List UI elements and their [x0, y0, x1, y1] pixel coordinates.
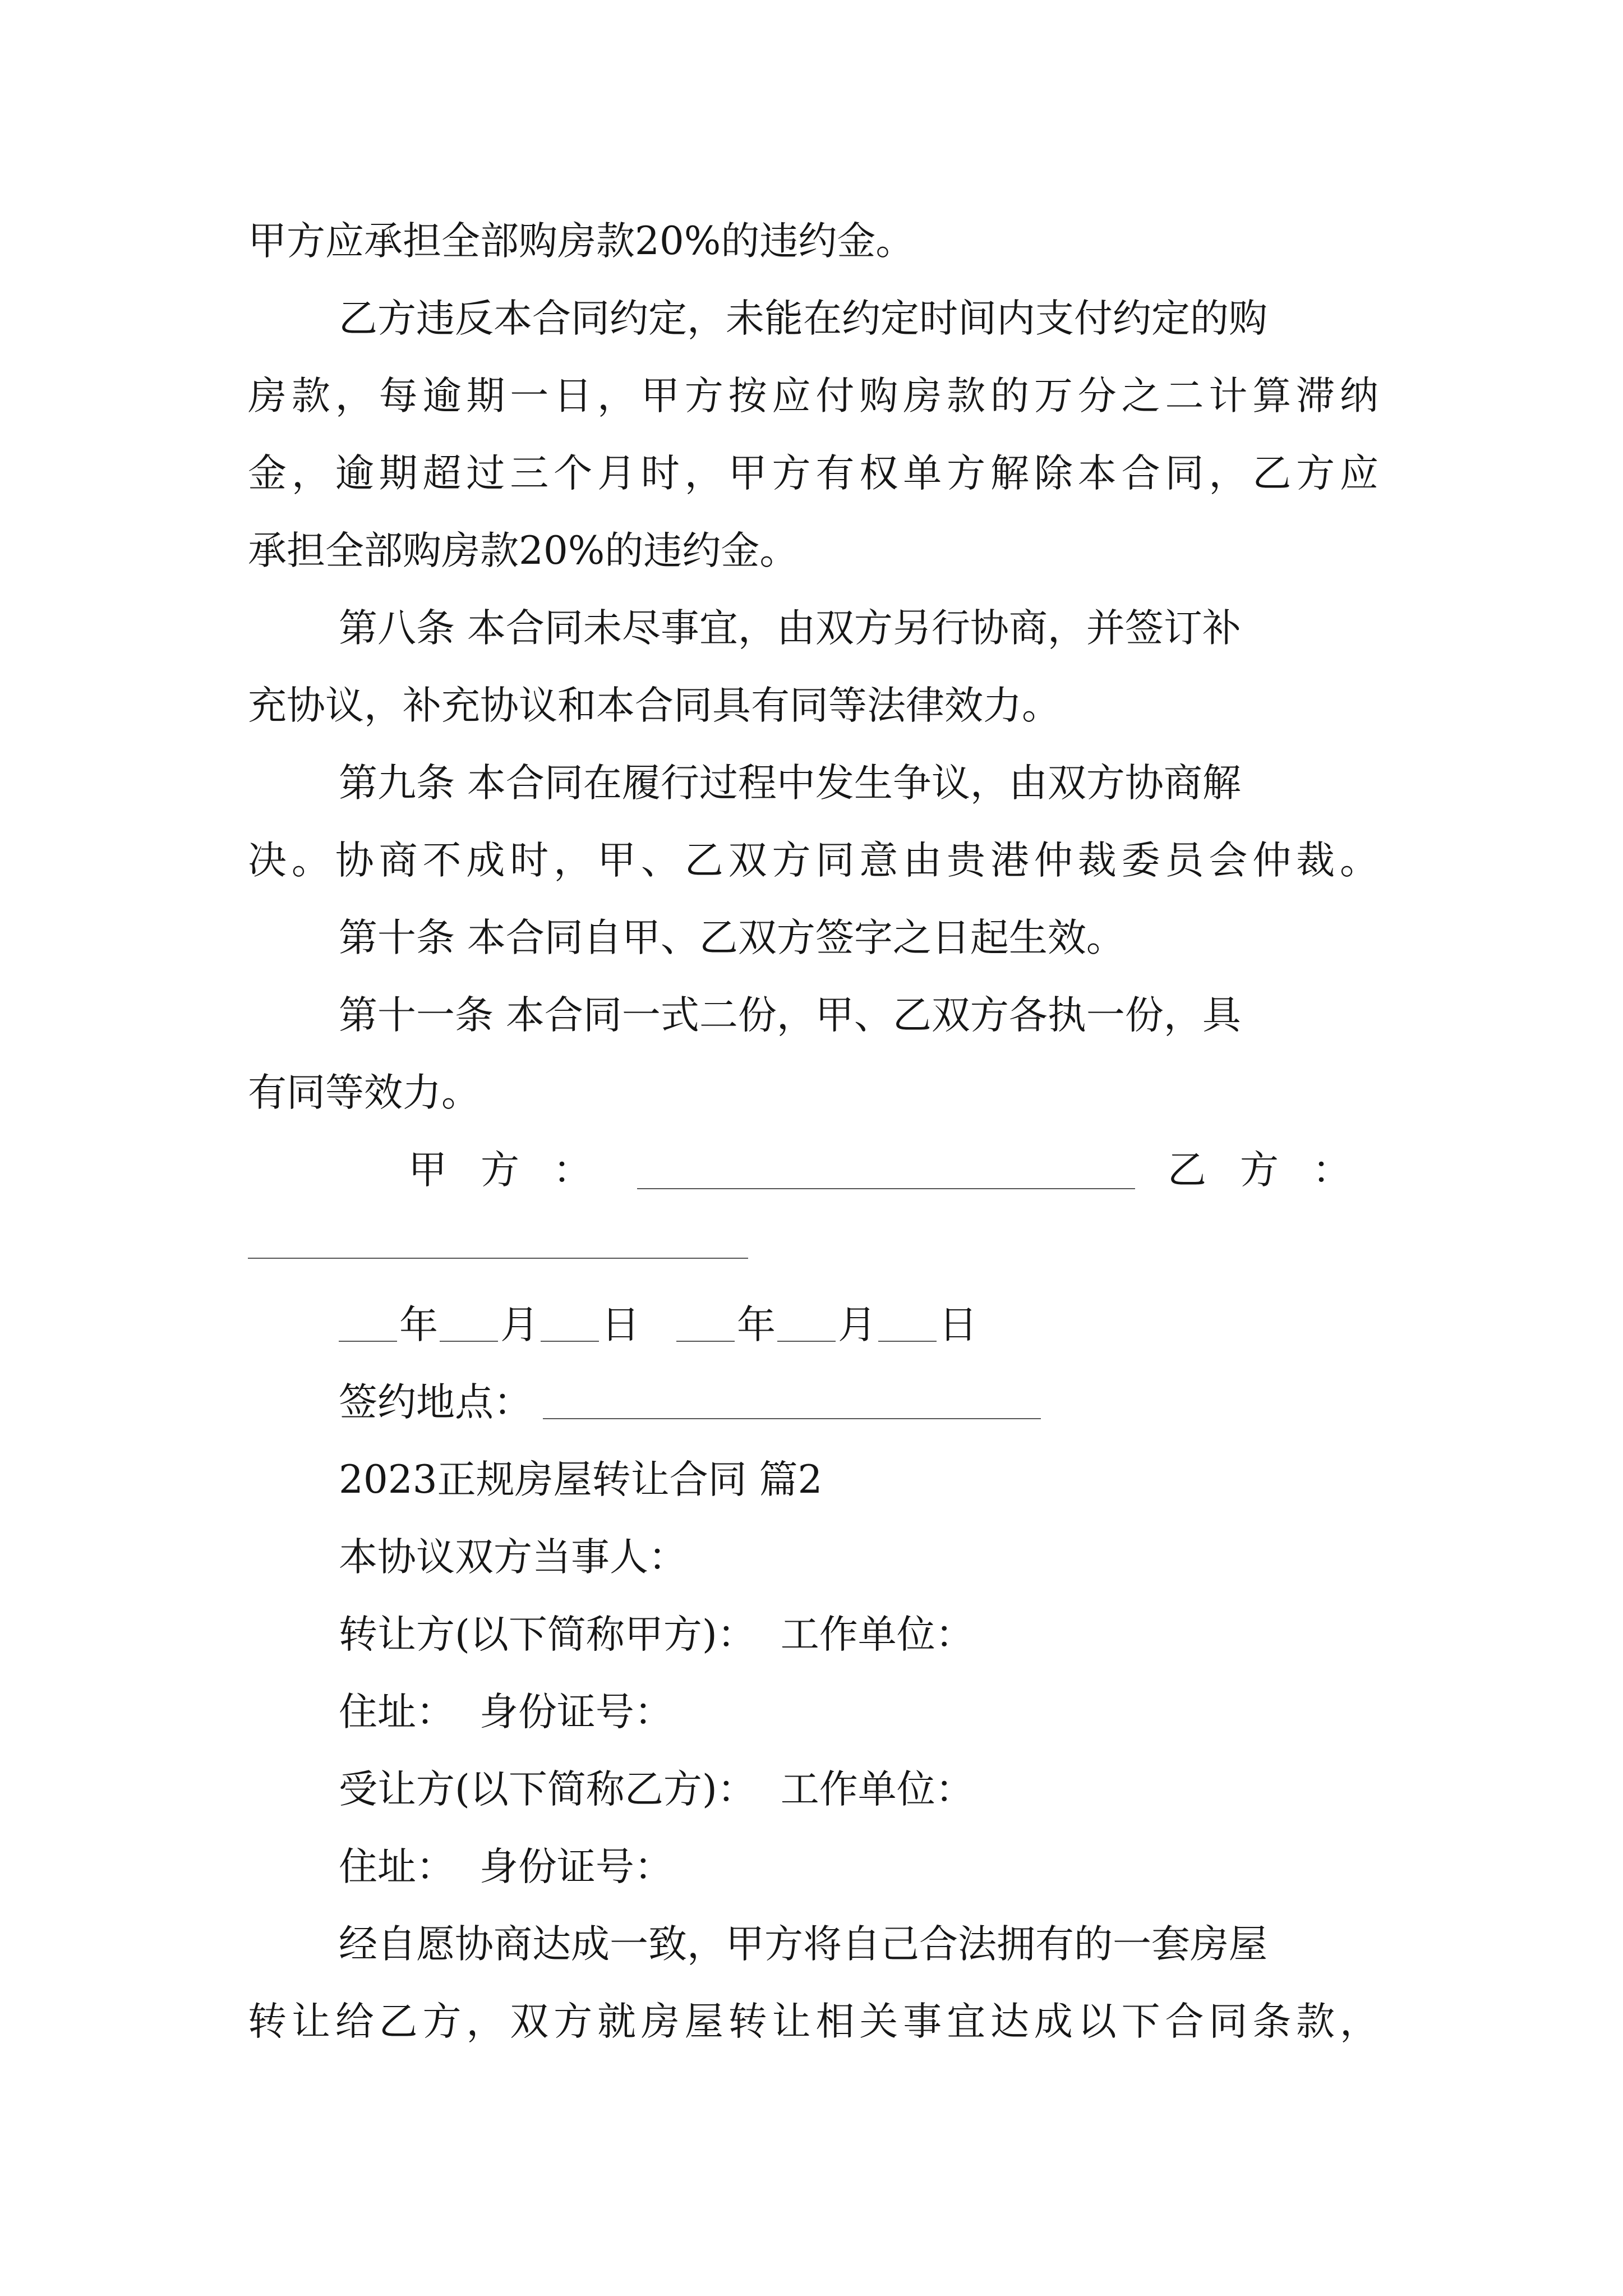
transferor-address-line: 住址： 身份证号：: [339, 1690, 673, 1734]
signing-place-blank: [543, 1418, 1041, 1419]
party-b-day-blank: [878, 1341, 937, 1342]
text-line: 决。协商不成时，甲、乙双方同意由贵港仲裁委员会仲裁。: [248, 838, 1378, 883]
year-label: 年: [737, 1303, 776, 1347]
text-line: 转让给乙方，双方就房屋转让相关事宜达成以下合同条款，: [248, 1999, 1378, 2044]
party-a-signature-blank: [637, 1188, 1135, 1189]
month-label: 月: [838, 1303, 877, 1347]
party-b-label: 乙方：: [1168, 1148, 1385, 1193]
text-line: 房款，每逾期一日，甲方按应付购房款的万分之二计算滞纳: [248, 374, 1378, 418]
party-a-year-blank: [339, 1341, 397, 1342]
clause-9: 第九条 本合同在履行过程中发生争议，由双方协商解: [339, 761, 1241, 806]
text-line: 金，逾期超过三个月时，甲方有权单方解除本合同，乙方应: [248, 451, 1378, 496]
text-line: 甲方应承担全部购房款20%的违约金。: [248, 219, 915, 264]
transferee-address-line: 住址： 身份证号：: [339, 1844, 673, 1889]
clause-8: 第八条 本合同未尽事宜，由双方另行协商，并签订补: [339, 606, 1241, 651]
section-title: 2023正规房屋转让合同 篇2: [339, 1457, 823, 1502]
party-a-month-blank: [440, 1341, 498, 1342]
day-label: 日: [939, 1303, 978, 1347]
text-line: 本协议双方当事人：: [339, 1535, 687, 1580]
clause-11: 第十一条 本合同一式二份，甲、乙双方各执一份，具: [339, 993, 1241, 1038]
text-line: 经自愿协商达成一致，甲方将自己合法拥有的一套房屋: [339, 1922, 1267, 1967]
text-line: 有同等效力。: [248, 1070, 480, 1115]
party-b-month-blank: [777, 1341, 836, 1342]
party-b-year-blank: [676, 1341, 735, 1342]
month-label: 月: [500, 1303, 539, 1347]
day-label: 日: [601, 1303, 640, 1347]
party-a-day-blank: [541, 1341, 599, 1342]
text-line: 承担全部购房款20%的违约金。: [248, 528, 799, 573]
text-line: 充协议，补充协议和本合同具有同等法律效力。: [248, 683, 1061, 728]
transferor-line: 转让方(以下简称甲方)： 工作单位：: [339, 1612, 974, 1657]
party-a-label: 甲方：: [408, 1148, 625, 1193]
transferee-line: 受让方(以下简称乙方)： 工作单位：: [339, 1767, 974, 1812]
clause-10: 第十条 本合同自甲、乙双方签字之日起生效。: [339, 915, 1125, 960]
year-label: 年: [399, 1303, 438, 1347]
text-line: 乙方违反本合同约定，未能在约定时间内支付约定的购: [339, 296, 1267, 341]
signing-place-label: 签约地点：: [339, 1380, 532, 1425]
party-b-signature-blank: [248, 1258, 748, 1259]
